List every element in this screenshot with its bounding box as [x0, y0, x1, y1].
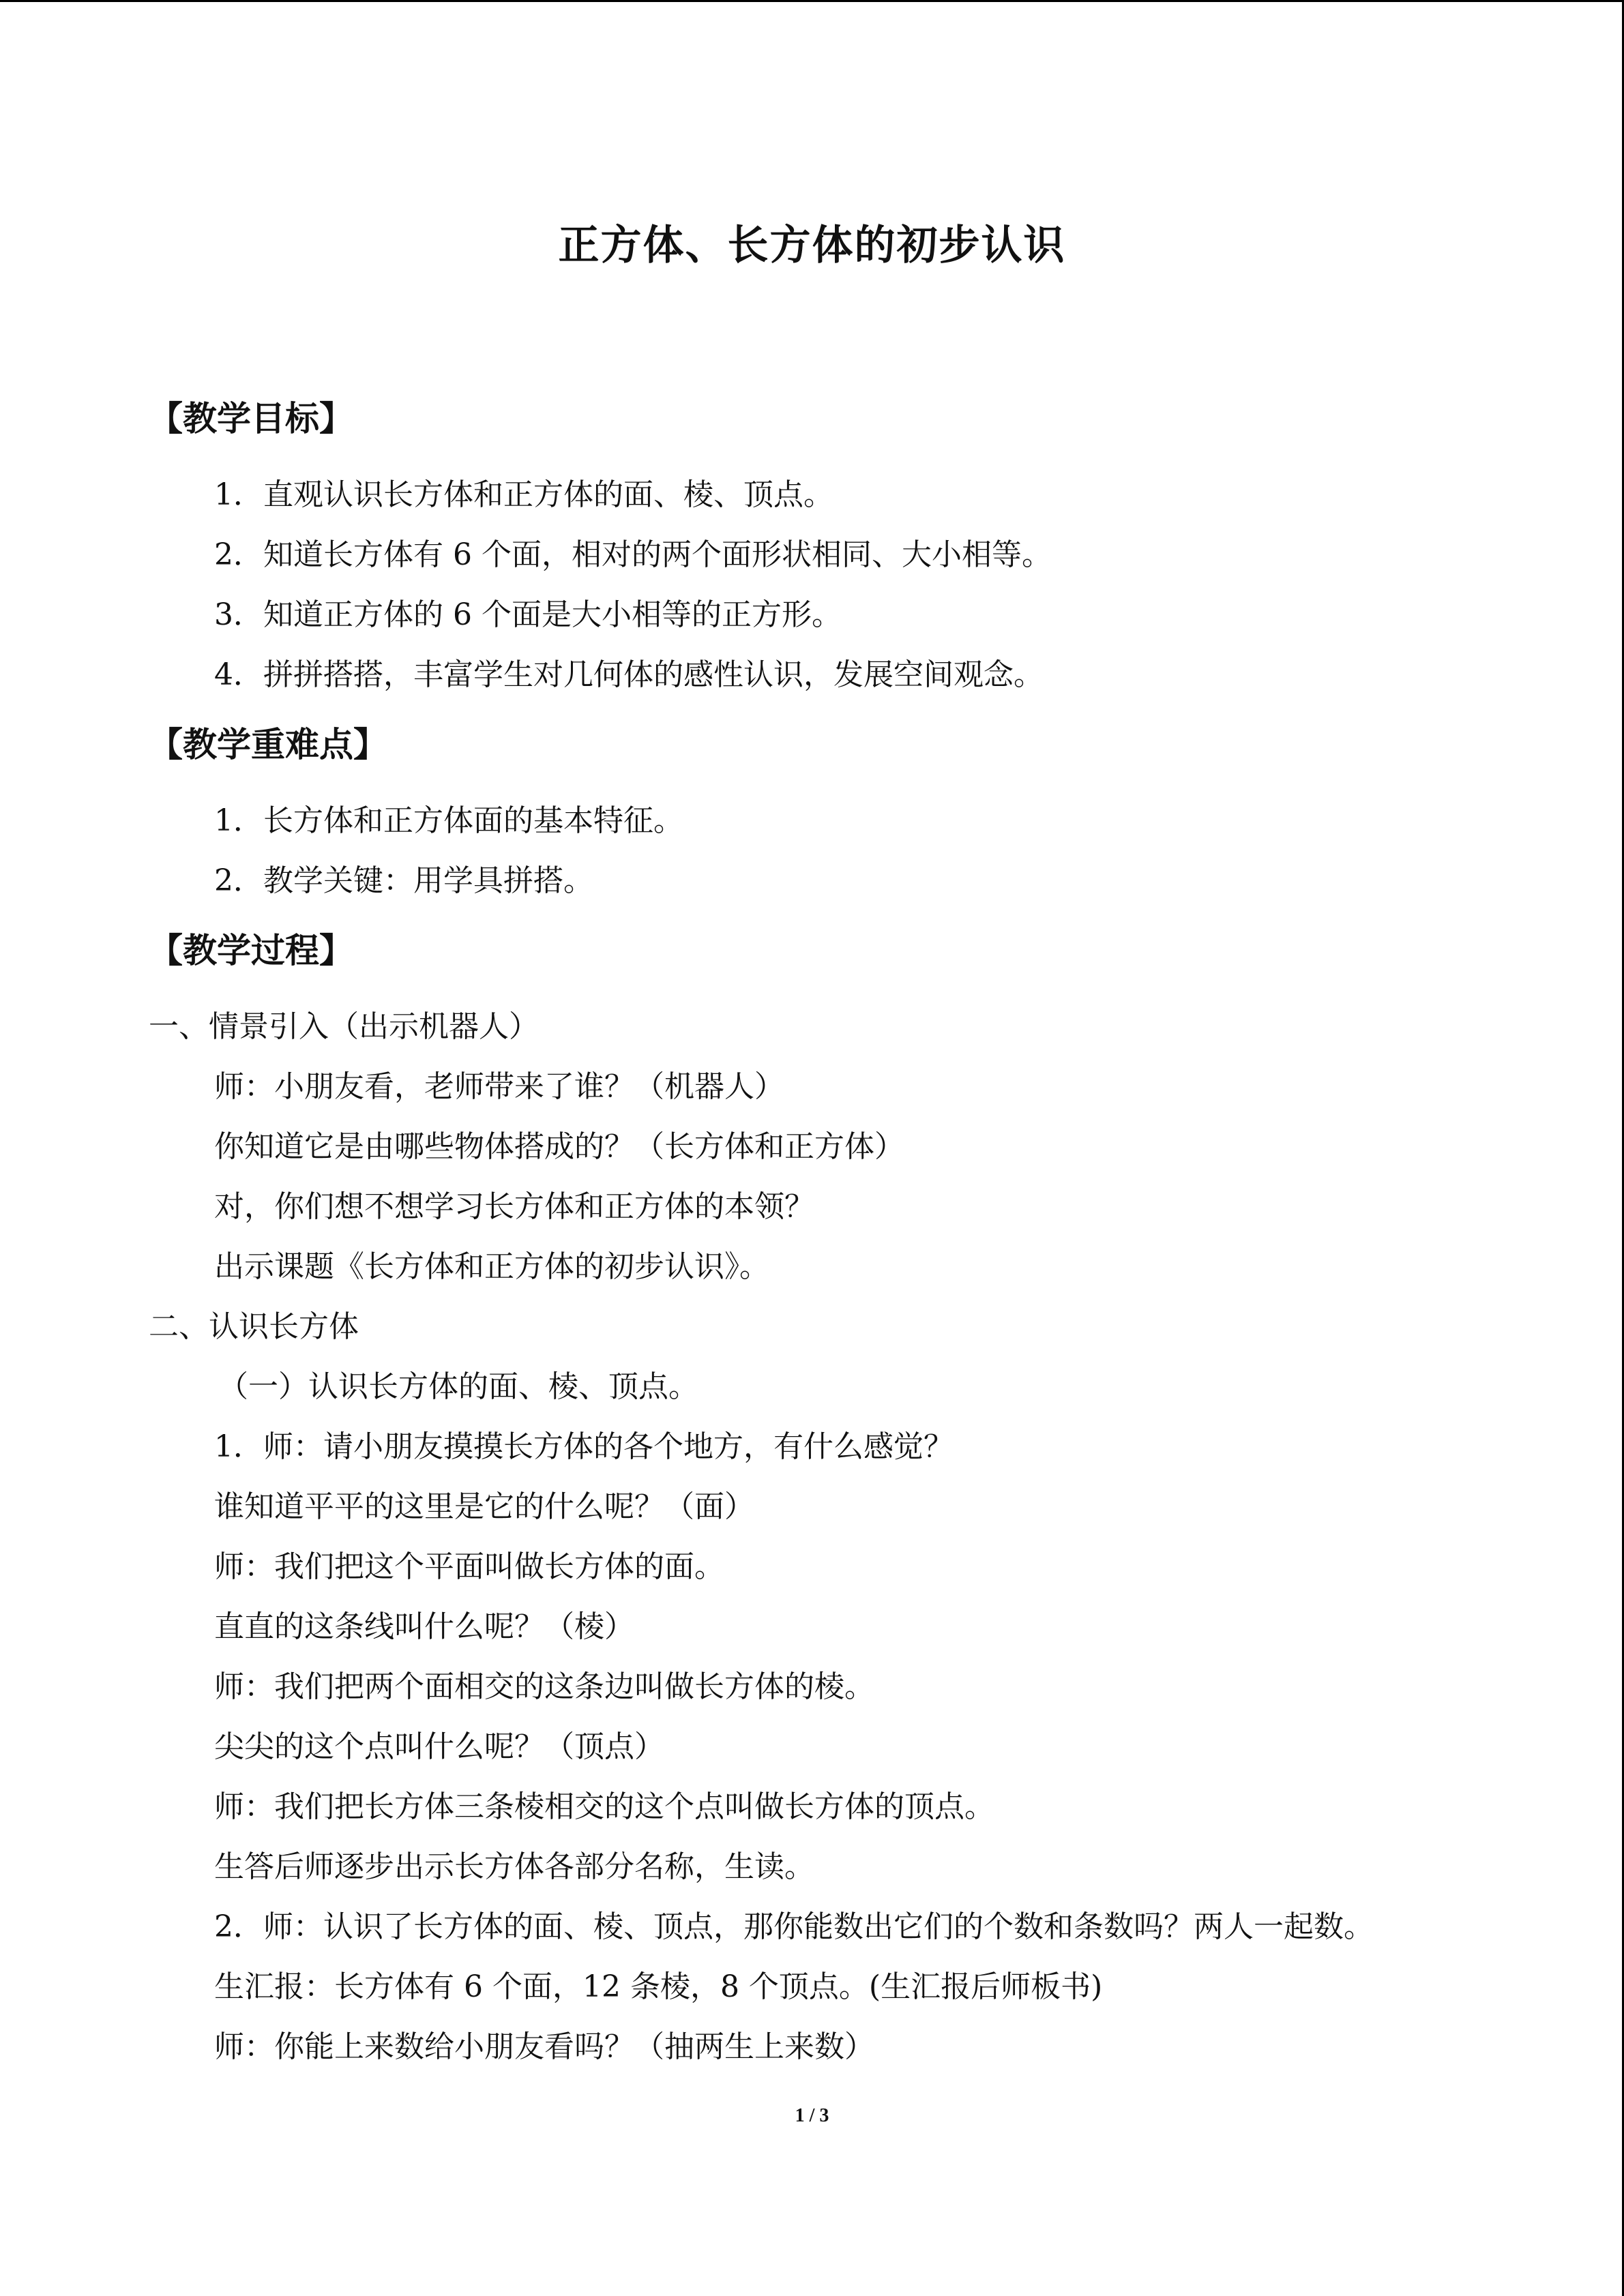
section-heading-goals: 【教学目标】: [149, 399, 353, 438]
process-line: 对，你们想不想学习长方体和正方体的本领？: [214, 1189, 814, 1224]
process-line: 尖尖的这个点叫什么呢？（顶点）: [214, 1729, 664, 1764]
process-line: 出示课题《长方体和正方体的初步认识》。: [214, 1249, 769, 1284]
process-line: 直直的这条线叫什么呢？（棱）: [214, 1609, 634, 1644]
process-line: 谁知道平平的这里是它的什么呢？（面）: [214, 1489, 754, 1524]
section-heading-process: 【教学过程】: [149, 931, 353, 970]
page-number: 1 / 3: [795, 2105, 829, 2126]
process-line: 2．师：认识了长方体的面、棱、顶点，那你能数出它们的个数和条数吗？两人一起数。: [214, 1909, 1374, 1944]
process-line: 生汇报：长方体有 6 个面，12 条棱，8 个顶点。(生汇报后师板书): [214, 1969, 1103, 2004]
process-line: （一）认识长方体的面、棱、顶点。: [218, 1369, 698, 1404]
process-line: 师：你能上来数给小朋友看吗？（抽两生上来数）: [214, 2029, 874, 2064]
goal-item: 3．知道正方体的 6 个面是大小相等的正方形。: [214, 597, 842, 632]
document-title: 正方体、长方体的初步认识: [558, 222, 1066, 269]
process-line: 1．师：请小朋友摸摸长方体的各个地方，有什么感觉？: [214, 1429, 954, 1464]
key-point-item: 1．长方体和正方体面的基本特征。: [214, 803, 683, 838]
process-line: 二、认识长方体: [149, 1309, 359, 1344]
process-line: 生答后师逐步出示长方体各部分名称，生读。: [214, 1849, 814, 1884]
key-point-item: 2．教学关键：用学具拼搭。: [214, 863, 593, 898]
goal-item: 4．拼拼搭搭，丰富学生对几何体的感性认识，发展空间观念。: [214, 657, 1044, 692]
goal-item: 2．知道长方体有 6 个面，相对的两个面形状相同、大小相等。: [214, 537, 1052, 572]
process-line: 师：我们把长方体三条棱相交的这个点叫做长方体的顶点。: [214, 1789, 994, 1824]
page-top-border: [0, 0, 1624, 2]
section-heading-key-points: 【教学重难点】: [149, 725, 387, 764]
process-line: 一、情景引入（出示机器人）: [149, 1009, 539, 1044]
goal-item: 1．直观认识长方体和正方体的面、棱、顶点。: [214, 477, 833, 512]
process-line: 师：小朋友看，老师带来了谁？（机器人）: [214, 1069, 784, 1104]
process-line: 你知道它是由哪些物体搭成的？（长方体和正方体）: [214, 1129, 904, 1164]
process-line: 师：我们把两个面相交的这条边叫做长方体的棱。: [214, 1669, 874, 1704]
process-line: 师：我们把这个平面叫做长方体的面。: [214, 1549, 724, 1584]
